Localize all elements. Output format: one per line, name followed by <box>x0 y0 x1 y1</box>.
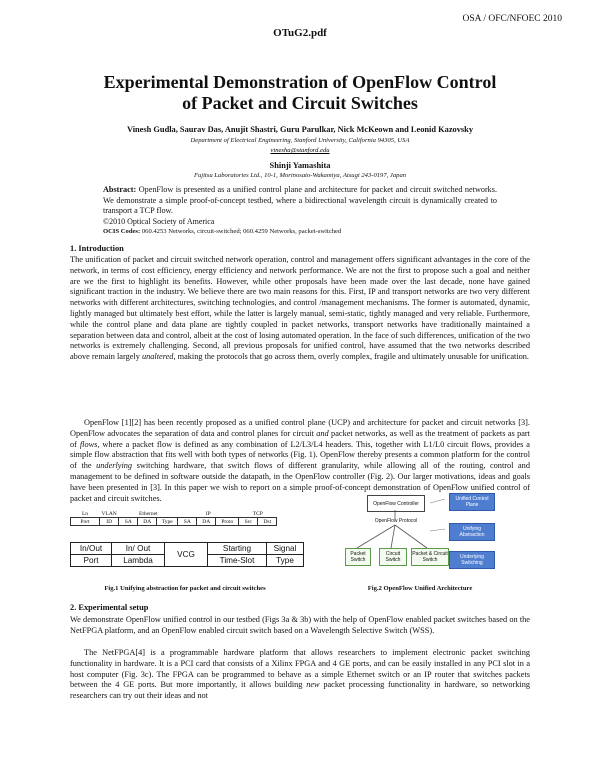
fig1-big-cell: In/ Out <box>112 543 165 555</box>
figure-2-caption: Fig.2 OpenFlow Unified Architecture <box>367 585 473 592</box>
fig1-cell: Dst <box>258 518 277 526</box>
fig1-big-cell: Lambda <box>112 555 165 567</box>
s2-p2-em: new <box>306 680 320 690</box>
fig1-cell: Type <box>157 518 178 526</box>
abstract-label: Abstract: <box>103 185 137 194</box>
underlying-switching-label: Underlying Switching <box>449 551 495 569</box>
p1-tail: making the protocols that go across them, overly complex, fragile and ultimately unusable for unification. <box>175 352 529 362</box>
section-1-paragraph-1 <box>70 255 530 363</box>
packet-switch-box: Packet Switch <box>345 548 371 566</box>
email-link[interactable]: vinesha@stanford.edu <box>270 147 330 154</box>
p1-emphasis: unaltered, <box>141 352 176 362</box>
fig1-top-label: Ln <box>71 510 100 518</box>
paper-id: OTuG2.pdf <box>273 27 327 39</box>
circuit-header-table <box>70 542 304 567</box>
ocis-label: OCIS Codes: <box>103 228 141 235</box>
fig1-big-cell: Type <box>267 555 304 567</box>
email-line <box>40 147 560 154</box>
fig1-big-cell: In/Out <box>71 543 112 555</box>
p2-em3: underlying <box>96 461 133 471</box>
fig1-big-cell: Port <box>71 555 112 567</box>
p1-text: The unification of packet and circuit switched network operation, control and management offers significant advantages in the core of the network, in terms of cost efficiency, energy efficiency and network performance. We are not the first to propose such a goal and neither are we the first to highlight its benefits. However, while other proposals have been made over the last decade, none have gained significant traction in the industry. We believe there are two main reasons for this. First, IP and transport networks are two very different networks with different architectures, switching technologies, and control /management mechanisms. The former is automated, dynamic, lightly managed but ultimately best effort, while the latter is largely manual, semi-static, tightly managed and very reliable. Furthermore, while the control plane and data plane are tightly coupled in packet networks, transport networks have traditionally maintained a separation between data and control, albeit at the cost of losing automated operation. In the face of such differences, unification of the two networks is extremely challenging. Second, all previous proposals for unified control, have assumed that the two networks described above remain largely <box>70 255 530 362</box>
figure-1-caption: Fig.1 Unifying abstraction for packet and circuit switches <box>104 585 266 592</box>
abstract <box>103 185 497 217</box>
p2-a: OpenFlow [1][2] has been recently proposed as a unified control plane (UCP) and architecture for packet and circuit networks [3]. OpenFlow advocates the separation of data and control planes for circuit <box>70 418 530 438</box>
fig1-cell: ID <box>100 518 119 526</box>
s2-p2-b: packet processing functionality in hardware, so networking researchers can try out their ideas and not <box>70 680 530 701</box>
ocis-codes <box>103 228 503 235</box>
packet-header-table <box>70 510 277 526</box>
p2-em1: and <box>316 428 329 438</box>
figure-1 <box>70 510 304 567</box>
unified-control-plane-label: Unified Control Plane <box>449 493 495 511</box>
fig1-big-cell: Starting <box>208 543 267 555</box>
abstract-text: OpenFlow is presented as a unified control plane and architecture for packet and circuit switched networks. We demonstrate a simple proof-of-concept testbed, where a bidirectional wavelength circuit is dynamically created to transport a TCP flow. <box>103 185 497 216</box>
fig1-cell: Proto <box>216 518 239 526</box>
paper-title <box>60 72 540 114</box>
openflow-controller-box: OpenFlow Controller <box>367 495 425 512</box>
fig1-cell: SA <box>178 518 197 526</box>
fig1-cell: DA <box>138 518 157 526</box>
author-yamashita: Shinji Yamashita <box>269 161 331 170</box>
p2-c: , where a packet flow is defined as any combination of L2/L3/L4 headers. This, together with L1/L0 circuit flows, provides a simple flow abstraction that fits well with both types of networks (Fig. 1). OpenFlow thereby presents a common platform for the control of the <box>70 439 530 471</box>
fig1-cell: SA <box>119 518 138 526</box>
fig1-top-label: VLAN <box>101 510 117 517</box>
conference-header: OSA / OFC/NFOEC 2010 <box>462 14 562 24</box>
fig1-top-label: IP <box>178 510 239 518</box>
circuit-switch-box: Circuit Switch <box>379 548 407 566</box>
openflow-protocol-label: OpenFlow Protocol <box>374 518 418 524</box>
fig1-top-label: TCP <box>239 510 277 518</box>
affiliation-stanford: Department of Electrical Engineering, Stanford University, California 94305, USA <box>190 137 410 144</box>
p2-b: packet networks, as well as the treatment of packets as part of <box>70 428 530 449</box>
fig1-cell: DA <box>197 518 216 526</box>
fig1-big-cell: Signal <box>267 543 304 555</box>
section-1-heading: 1. Introduction <box>70 244 124 253</box>
packet-circuit-switch-box: Packet & Circuit Switch <box>411 548 449 566</box>
affiliation-fujitsu: Fujitsu Laboratories Ltd., 10-1, Morinosato-Wakamiya, Atsugi 243-0197, Japan <box>193 172 407 179</box>
section-2-paragraph-1: We demonstrate OpenFlow unified control in our testbed (Figs 3a & 3b) with the help of OpenFlow enabled packet switches based on the NetFPGA platform, and an OpenFlow enabled circuit switch based on a Wavelength Selective Switch (WSS). <box>70 615 530 635</box>
unifying-abstraction-label: Unifying Abstraction <box>449 523 495 541</box>
fig1-cell: Src <box>239 518 258 526</box>
p2-em2: flows <box>79 439 98 449</box>
ocis-text: 060.4253 Networks, circuit-switched; 060.4259 Networks, packet-switched <box>141 228 342 235</box>
fig1-top-label: Ethernet <box>119 510 178 518</box>
figure-2 <box>345 493 535 583</box>
fig1-big-cell: Time-Slot <box>208 555 267 567</box>
author-list: Vinesh Gudla, Saurav Das, Anujit Shastri, Guru Parulkar, Nick McKeown and Leonid Kazovsky <box>126 125 474 134</box>
fig1-big-cell: VCG <box>165 543 208 567</box>
section-2-paragraph-2 <box>70 648 530 702</box>
section-1-paragraph-2 <box>70 418 530 504</box>
section-2-heading: 2. Experimental setup <box>70 603 149 612</box>
copyright: ©2010 Optical Society of America <box>103 217 215 226</box>
title-line-1: Experimental Demonstration of OpenFlow Control <box>103 72 497 92</box>
s2-p2-a: The NetFPGA[4] is a programmable hardware platform that allows researchers to implement electronic packet switching functionality in hardware. It is a PCI card that consists of a Xilinx FPGA and 4 GE ports, and can be easily installed in any PCI slot in a host computer (Fig. 3c). The FPGA can be programmed to behave as a simple Ethernet switch or an IP router that switches packets between the 4 GE ports. But more importantly, it allows building <box>70 648 530 690</box>
fig1-cell: Port <box>71 518 100 526</box>
title-line-2: of Packet and Circuit Switches <box>182 93 418 113</box>
p2-d: switching hardware, that switch flows of different granularity, while allowing all of the routing, control and management to be defined in software outside the datapath, in the OpenFlow controller (Fig. 2). Our larger motivations, ideas and goals have been presented in [3]. In this paper we wish to report on a simple proof-of-concept demonstration of OpenFlow unified control of packet and circuit switches. <box>70 461 530 503</box>
